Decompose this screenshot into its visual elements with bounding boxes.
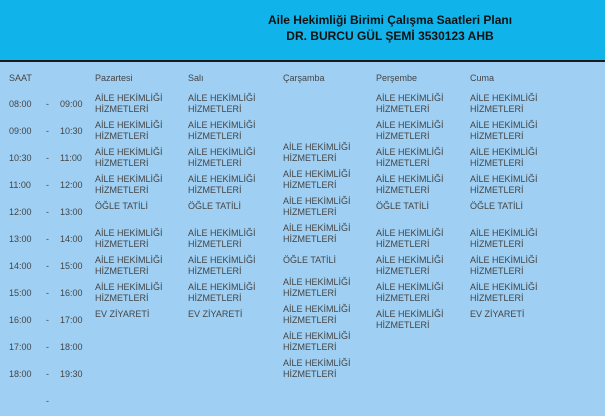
time-end: 11:00 xyxy=(60,153,82,163)
schedule-cell: AİLE HEKİMLİĞİ HİZMETLERİ xyxy=(283,142,351,163)
schedule-cell: AİLE HEKİMLİĞİ HİZMETLERİ xyxy=(470,228,538,249)
schedule-cell: AİLE HEKİMLİĞİ HİZMETLERİ xyxy=(283,196,351,217)
header-saat: SAAT xyxy=(9,73,32,83)
time-end: 16:00 xyxy=(60,288,83,298)
time-separator: - xyxy=(46,396,49,406)
schedule-cell: AİLE HEKİMLİĞİ HİZMETLERİ xyxy=(283,358,351,379)
time-start: 11:00 xyxy=(9,180,31,190)
schedule-cell: ÖĞLE TATİLİ xyxy=(470,201,524,211)
schedule-cell: AİLE HEKİMLİĞİ HİZMETLERİ xyxy=(470,120,538,141)
header-day: Cuma xyxy=(470,73,495,83)
schedule-cell: AİLE HEKİMLİĞİ HİZMETLERİ xyxy=(376,255,444,276)
time-start: 08:00 xyxy=(9,99,32,109)
schedule-cell: AİLE HEKİMLİĞİ HİZMETLERİ xyxy=(376,228,444,249)
schedule-cell: AİLE HEKİMLİĞİ HİZMETLERİ xyxy=(470,147,538,168)
time-separator: - xyxy=(46,288,49,298)
schedule-cell: AİLE HEKİMLİĞİ HİZMETLERİ xyxy=(95,174,163,195)
schedule-cell: AİLE HEKİMLİĞİ HİZMETLERİ xyxy=(376,93,444,114)
time-end: 18:00 xyxy=(60,342,83,352)
schedule-cell: ÖĞLE TATİLİ xyxy=(376,201,430,211)
time-start: 10:30 xyxy=(9,153,32,163)
schedule-cell: AİLE HEKİMLİĞİ HİZMETLERİ xyxy=(188,93,256,114)
schedule-cell: AİLE HEKİMLİĞİ HİZMETLERİ xyxy=(376,120,444,141)
time-end: 19:30 xyxy=(60,369,83,379)
schedule-cell: AİLE HEKİMLİĞİ HİZMETLERİ xyxy=(376,147,444,168)
time-start: 18:00 xyxy=(9,369,32,379)
header-banner xyxy=(0,0,605,62)
time-start: 14:00 xyxy=(9,261,32,271)
schedule-cell: AİLE HEKİMLİĞİ HİZMETLERİ xyxy=(376,282,444,303)
schedule-title: Aile Hekimliği Birimi Çalışma Saatleri Planı xyxy=(267,13,513,27)
schedule-cell: AİLE HEKİMLİĞİ HİZMETLERİ xyxy=(470,282,538,303)
time-end: 17:00 xyxy=(60,315,83,325)
schedule-cell: AİLE HEKİMLİĞİ HİZMETLERİ xyxy=(95,228,163,249)
schedule-cell: AİLE HEKİMLİĞİ HİZMETLERİ xyxy=(283,223,351,244)
time-separator: - xyxy=(46,126,49,136)
header-day: Pazartesi xyxy=(95,73,133,83)
time-separator: - xyxy=(46,180,49,190)
schedule-cell: ÖĞLE TATİLİ xyxy=(95,201,149,211)
header-day: Çarşamba xyxy=(283,73,325,83)
schedule-cell: AİLE HEKİMLİĞİ HİZMETLERİ xyxy=(188,120,256,141)
schedule-cell: AİLE HEKİMLİĞİ HİZMETLERİ xyxy=(188,147,256,168)
time-start: 09:00 xyxy=(9,126,32,136)
time-start: 16:00 xyxy=(9,315,32,325)
schedule-cell: AİLE HEKİMLİĞİ HİZMETLERİ xyxy=(188,255,256,276)
schedule-cell: AİLE HEKİMLİĞİ HİZMETLERİ xyxy=(188,228,256,249)
time-separator: - xyxy=(46,315,49,325)
schedule-cell: AİLE HEKİMLİĞİ HİZMETLERİ xyxy=(188,282,256,303)
schedule-cell: EV ZİYARETİ xyxy=(470,309,525,319)
time-end: 15:00 xyxy=(60,261,83,271)
time-end: 14:00 xyxy=(60,234,83,244)
time-start: 13:00 xyxy=(9,234,32,244)
time-separator: - xyxy=(46,234,49,244)
schedule-cell: EV ZİYARETİ xyxy=(188,309,243,319)
time-end: 09:00 xyxy=(60,99,83,109)
time-start: 17:00 xyxy=(9,342,32,352)
schedule-cell: AİLE HEKİMLİĞİ HİZMETLERİ xyxy=(376,174,444,195)
schedule-cell: AİLE HEKİMLİĞİ HİZMETLERİ xyxy=(95,120,163,141)
schedule-cell: EV ZİYARETİ xyxy=(95,309,150,319)
time-start: 15:00 xyxy=(9,288,32,298)
time-separator: - xyxy=(46,153,49,163)
schedule-cell: AİLE HEKİMLİĞİ HİZMETLERİ xyxy=(470,255,538,276)
time-separator: - xyxy=(46,207,49,217)
schedule-cell: AİLE HEKİMLİĞİ HİZMETLERİ xyxy=(95,147,163,168)
schedule-cell: ÖĞLE TATİLİ xyxy=(283,255,337,265)
schedule-cell: AİLE HEKİMLİĞİ HİZMETLERİ xyxy=(95,93,163,114)
time-end: 10:30 xyxy=(60,126,83,136)
time-end: 12:00 xyxy=(60,180,83,190)
schedule-cell: AİLE HEKİMLİĞİ HİZMETLERİ xyxy=(470,93,538,114)
time-end: 13:00 xyxy=(60,207,83,217)
schedule-cell: AİLE HEKİMLİĞİ HİZMETLERİ xyxy=(470,174,538,195)
header-day: Salı xyxy=(188,73,204,83)
time-separator: - xyxy=(46,342,49,352)
schedule-cell: AİLE HEKİMLİĞİ HİZMETLERİ xyxy=(283,277,351,298)
schedule-cell: AİLE HEKİMLİĞİ HİZMETLERİ xyxy=(95,255,163,276)
schedule-cell: AİLE HEKİMLİĞİ HİZMETLERİ xyxy=(283,304,351,325)
schedule-cell: AİLE HEKİMLİĞİ HİZMETLERİ xyxy=(376,309,444,330)
schedule-cell: ÖĞLE TATİLİ xyxy=(188,201,242,211)
time-start: 12:00 xyxy=(9,207,32,217)
schedule-cell: AİLE HEKİMLİĞİ HİZMETLERİ xyxy=(283,169,351,190)
time-separator: - xyxy=(46,99,49,109)
schedule-cell: AİLE HEKİMLİĞİ HİZMETLERİ xyxy=(95,282,163,303)
schedule-cell: AİLE HEKİMLİĞİ HİZMETLERİ xyxy=(188,174,256,195)
time-separator: - xyxy=(46,369,49,379)
doctor-title: DR. BURCU GÜL ŞEMİ 3530123 AHB xyxy=(286,29,494,43)
header-day: Perşembe xyxy=(376,73,418,83)
time-separator: - xyxy=(46,261,49,271)
schedule-cell: AİLE HEKİMLİĞİ HİZMETLERİ xyxy=(283,331,351,352)
